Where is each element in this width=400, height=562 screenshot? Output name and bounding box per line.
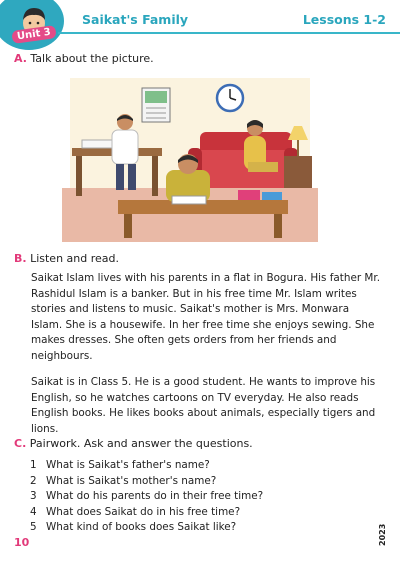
question-text: What is Saikat's mother's name? — [46, 474, 217, 487]
section-b-letter: B. — [14, 252, 27, 265]
question-list — [30, 458, 263, 536]
question-text: What do his parents do in their free time? — [46, 490, 264, 503]
paragraph-1: Saikat Islam lives with his parents in a flat in Bogura. His father Mr. Rashidul Islam is a banker. But in his free time Mr. Islam writes stories and listens to music. Saikat's mother is Mrs. Monwara Islam. She is a housewife. In her free time she enjoys sewing. She makes dresses. She often gets orders from her friends and neighbours. — [31, 272, 381, 362]
page-header — [0, 0, 400, 44]
question-item — [30, 474, 263, 490]
section-a-letter: A. — [14, 52, 27, 65]
lessons-label: Lessons 1-2 — [302, 12, 386, 27]
page-title: Saikat's Family — [82, 12, 189, 27]
header-rule — [58, 32, 400, 34]
section-c-letter: C. — [14, 437, 27, 450]
page-number: 10 — [14, 536, 30, 549]
paragraph-2: Saikat is in Class 5. He is a good student. He wants to improve his English, so he watches cartoons on TV everyday. He also reads English books. He likes books about animals, especially tigers and lions. — [31, 376, 376, 435]
section-b-heading — [14, 252, 119, 265]
question-text: What kind of books does Saikat like? — [46, 521, 237, 534]
question-item — [30, 520, 263, 536]
question-number: 3 — [30, 490, 37, 503]
question-text: What does Saikat do in his free time? — [46, 505, 241, 518]
wall-calendar-icon — [142, 88, 170, 122]
question-text: What is Saikat's father's name? — [46, 459, 210, 471]
question-item — [30, 489, 263, 505]
question-number: 4 — [30, 505, 37, 518]
section-c-text: Pairwork. Ask and answer the questions. — [29, 437, 253, 450]
section-a-heading — [14, 52, 154, 65]
section-a-text: Talk about the picture. — [30, 52, 154, 65]
family-illustration — [62, 72, 318, 242]
question-number: 1 — [30, 459, 37, 471]
year-label: 2023 — [378, 523, 387, 546]
section-c-heading — [14, 437, 253, 450]
section-b-text: Listen and read. — [30, 252, 120, 265]
unit-label: Unit 3 — [11, 25, 56, 44]
question-number: 5 — [30, 521, 37, 534]
question-number: 2 — [30, 474, 37, 487]
question-item — [30, 505, 263, 521]
wall-clock-icon — [217, 85, 243, 111]
question-item — [30, 458, 263, 474]
